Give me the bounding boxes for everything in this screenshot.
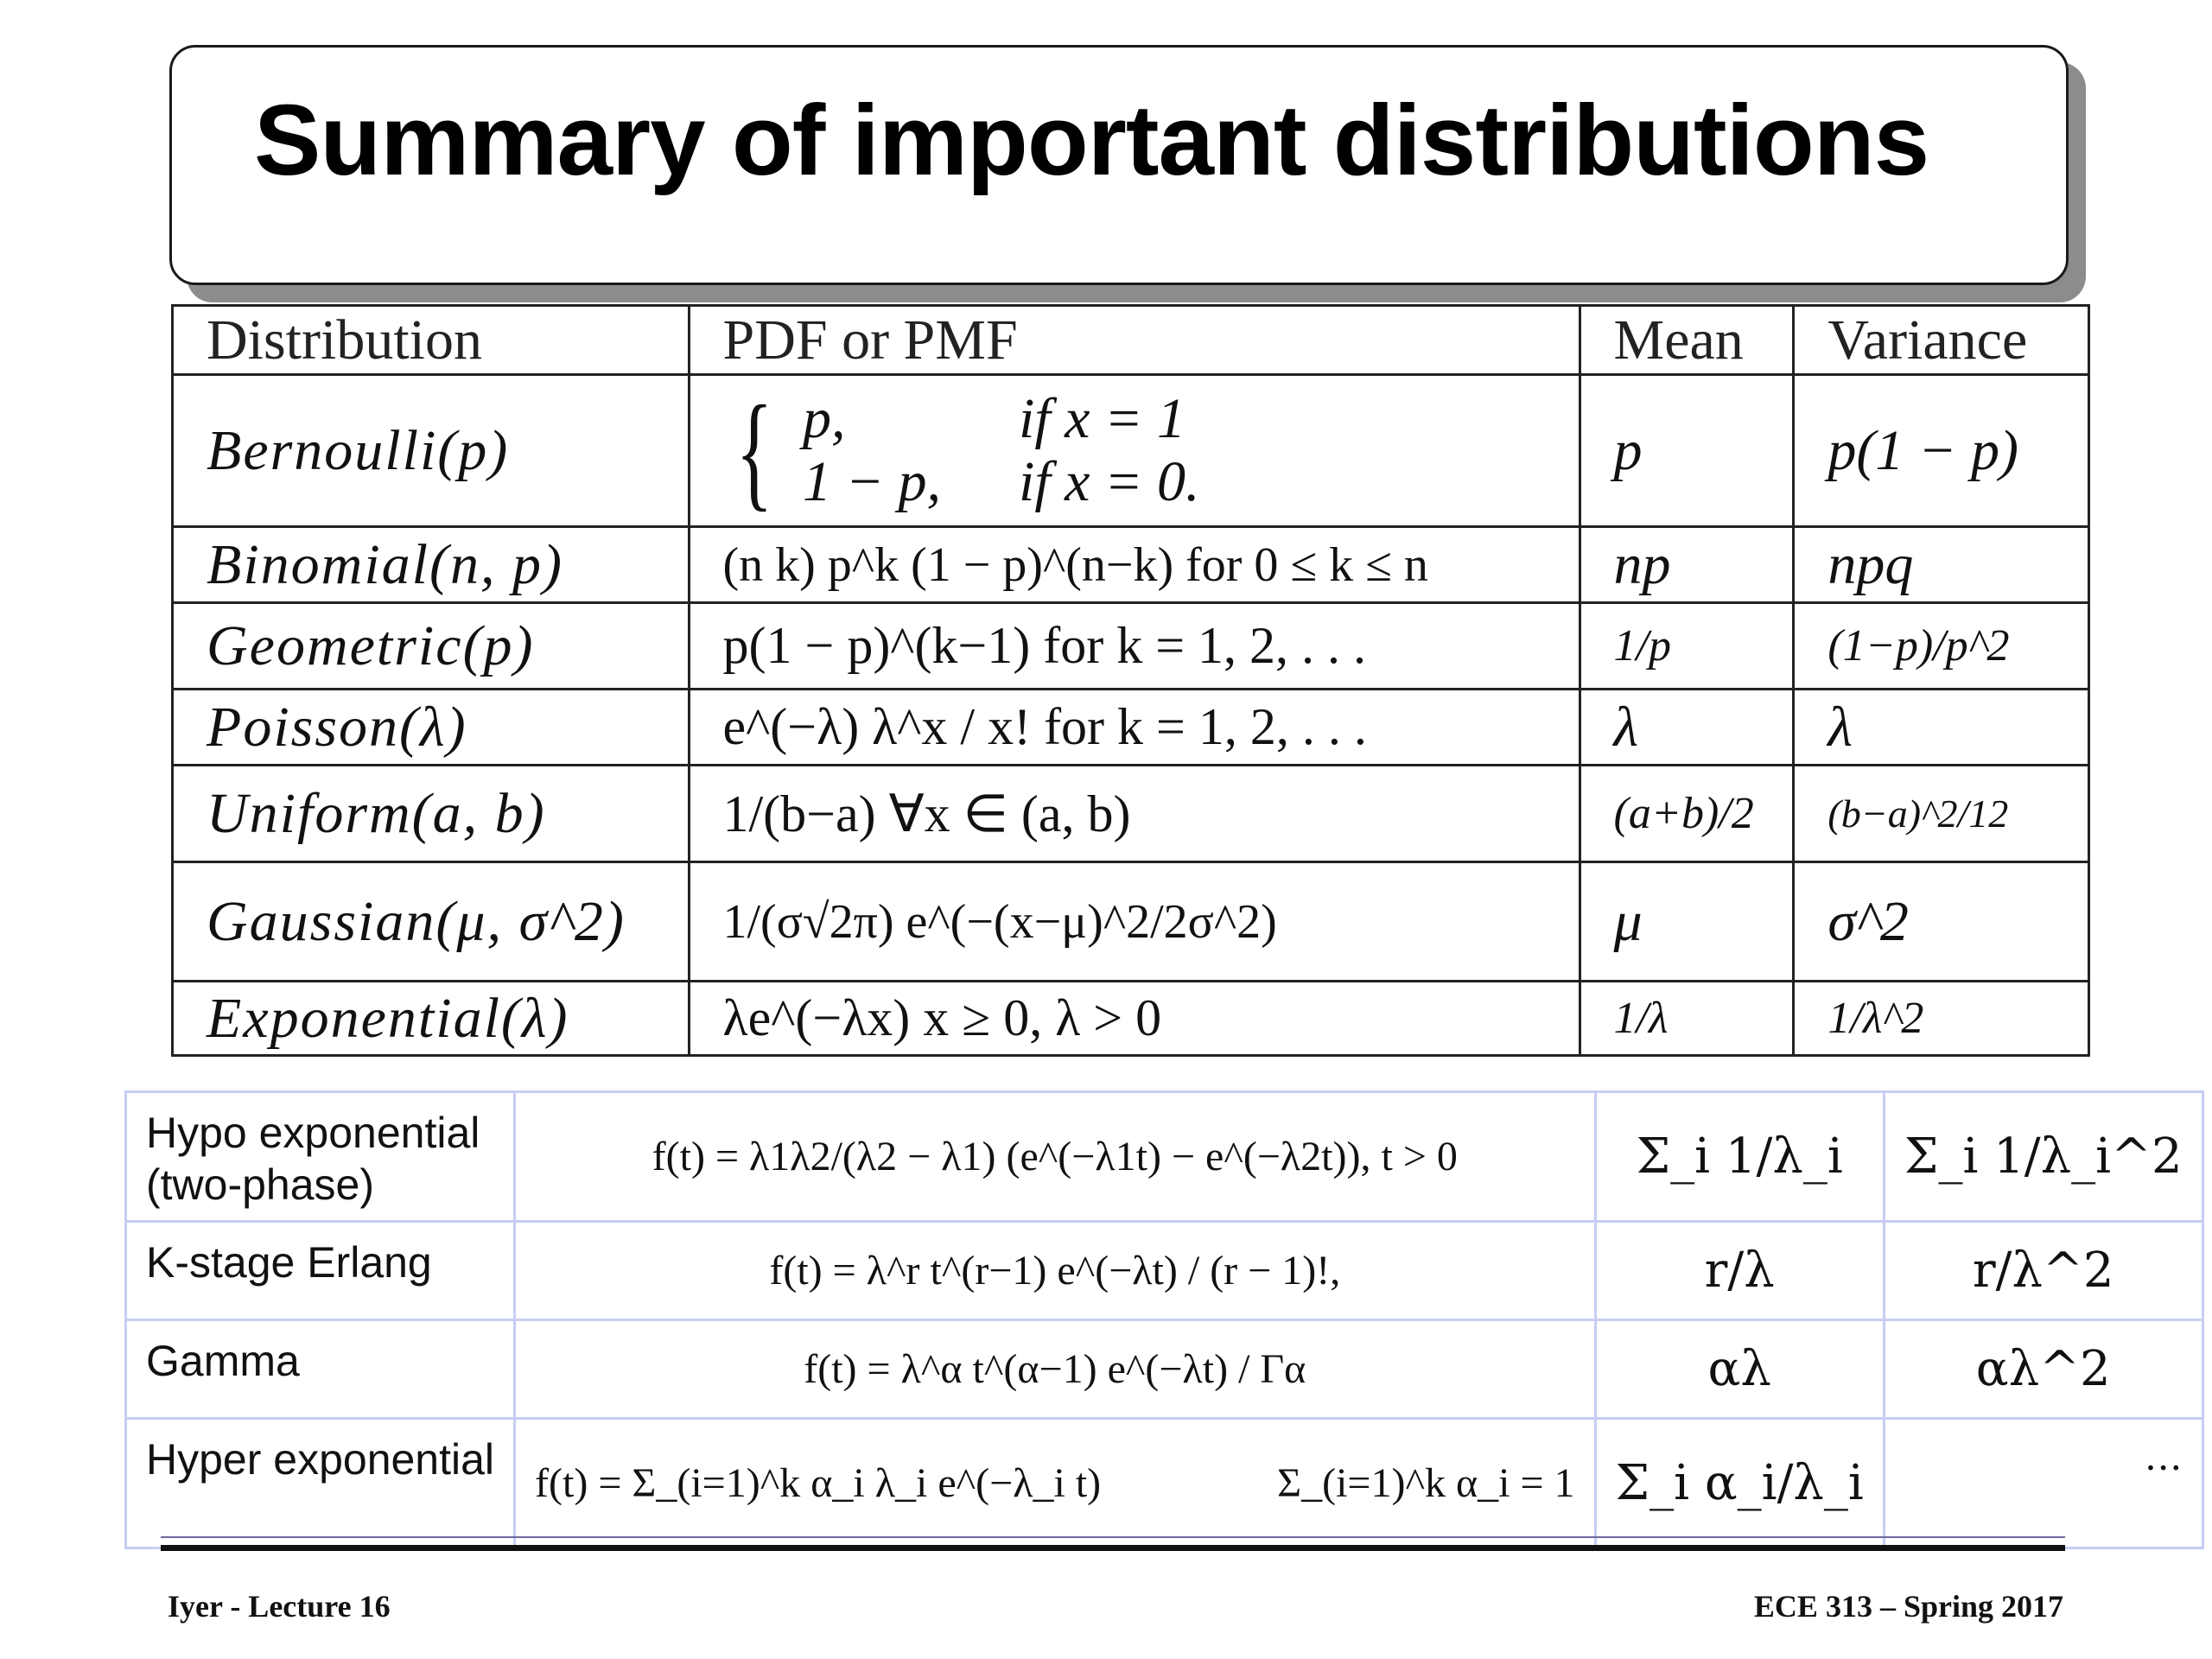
gamma-name: Gamma — [126, 1320, 515, 1419]
binomial-name: Binomial(n, p) — [173, 527, 690, 603]
hyper-pdf: f(t) = Σ_(i=1)^k α_i λ_i e^(−λ_i t) — [535, 1460, 1102, 1506]
distributions-table — [171, 304, 2090, 1057]
bernoulli-mean: p — [1580, 375, 1794, 527]
table-row-bernoulli — [173, 375, 2089, 527]
geometric-mean: 1/p — [1580, 603, 1794, 690]
exponential-mean: 1/λ — [1580, 982, 1794, 1056]
geometric-pmf: p(1 − p)^(k−1) for k = 1, 2, . . . — [689, 603, 1580, 690]
bernoulli-case1-value: p, — [803, 386, 846, 450]
erlang-mean: r/λ — [1595, 1222, 1884, 1320]
bernoulli-pmf — [689, 375, 1580, 527]
table-row-gaussian — [173, 862, 2089, 982]
footer-rule-thin — [161, 1536, 2065, 1538]
phase-type-table — [124, 1090, 2204, 1549]
uniform-mean: (a+b)/2 — [1580, 766, 1794, 862]
gamma-variance: αλ^2 — [1884, 1320, 2202, 1419]
hyper-variance: … — [1884, 1419, 2202, 1548]
hypo-variance: Σ_i 1/λ_i^2 — [1884, 1092, 2202, 1222]
gamma-mean: αλ — [1595, 1320, 1884, 1419]
bernoulli-variance: p(1 − p) — [1794, 375, 2089, 527]
title-box — [169, 45, 2069, 285]
header-pdf: PDF or PMF — [689, 306, 1580, 375]
binomial-variance: npq — [1794, 527, 2089, 603]
header-distribution: Distribution — [173, 306, 690, 375]
table-row-gamma — [126, 1320, 2203, 1419]
gamma-pdf: f(t) = λ^α t^(α−1) e^(−λt) / Γα — [515, 1320, 1596, 1419]
hyper-constraint: Σ_(i=1)^k α_i = 1 — [1277, 1460, 1575, 1506]
table-row-hyper-exponential — [126, 1419, 2203, 1548]
erlang-variance: r/λ^2 — [1884, 1222, 2202, 1320]
table-row-binomial — [173, 527, 2089, 603]
table-row-uniform — [173, 766, 2089, 862]
bernoulli-case2-cond: if x = 0. — [1019, 449, 1200, 513]
footer-rule — [161, 1545, 2065, 1551]
binomial-pmf: (n k) p^k (1 − p)^(n−k) for 0 ≤ k ≤ n — [689, 527, 1580, 603]
header-mean: Mean — [1580, 306, 1794, 375]
exponential-variance: 1/λ^2 — [1794, 982, 2089, 1056]
page-title: Summary of important distributions — [254, 84, 1929, 196]
poisson-variance: λ — [1794, 690, 2089, 766]
hyper-pdf-cell — [515, 1419, 1596, 1548]
uniform-name: Uniform(a, b) — [173, 766, 690, 862]
exponential-name: Exponential(λ) — [173, 982, 690, 1056]
footer-lecture: Iyer - Lecture 16 — [168, 1589, 391, 1624]
table-row-geometric — [173, 603, 2089, 690]
uniform-variance: (b−a)^2/12 — [1794, 766, 2089, 862]
hypo-pdf: f(t) = λ1λ2/(λ2 − λ1) (e^(−λ1t) − e^(−λ2t)), t > 0 — [515, 1092, 1596, 1222]
header-variance: Variance — [1794, 306, 2089, 375]
poisson-name: Poisson(λ) — [173, 690, 690, 766]
hypo-mean: Σ_i 1/λ_i — [1595, 1092, 1884, 1222]
geometric-name: Geometric(p) — [173, 603, 690, 690]
exponential-pdf: λe^(−λx) x ≥ 0, λ > 0 — [689, 982, 1580, 1056]
bernoulli-name: Bernoulli(p) — [173, 375, 690, 527]
hyper-name: Hyper exponential — [126, 1419, 515, 1548]
uniform-pdf: 1/(b−a) ∀x ∈ (a, b) — [689, 766, 1580, 862]
gaussian-pdf: 1/(σ√2π) e^(−(x−μ)^2/2σ^2) — [689, 862, 1580, 982]
erlang-name: K-stage Erlang — [126, 1222, 515, 1320]
bernoulli-case2-value: 1 − p, — [803, 449, 942, 513]
bernoulli-case1-cond: if x = 1 — [1019, 386, 1186, 450]
geometric-variance: (1−p)/p^2 — [1794, 603, 2089, 690]
table-header-row — [173, 306, 2089, 375]
table-row-hypo-exponential — [126, 1092, 2203, 1222]
gaussian-variance: σ^2 — [1794, 862, 2089, 982]
left-brace-icon: { — [734, 378, 773, 523]
poisson-mean: λ — [1580, 690, 1794, 766]
table-row-erlang — [126, 1222, 2203, 1320]
binomial-mean: np — [1580, 527, 1794, 603]
hypo-name: Hypo exponential (two-phase) — [126, 1092, 515, 1222]
poisson-pmf: e^(−λ) λ^x / x! for k = 1, 2, . . . — [689, 690, 1580, 766]
footer-course: ECE 313 – Spring 2017 — [1753, 1589, 2063, 1624]
table-row-poisson — [173, 690, 2089, 766]
gaussian-mean: μ — [1580, 862, 1794, 982]
table-row-exponential — [173, 982, 2089, 1056]
hyper-mean: Σ_i α_i/λ_i — [1595, 1419, 1884, 1548]
erlang-pdf: f(t) = λ^r t^(r−1) e^(−λt) / (r − 1)!, — [515, 1222, 1596, 1320]
gaussian-name: Gaussian(μ, σ^2) — [173, 862, 690, 982]
